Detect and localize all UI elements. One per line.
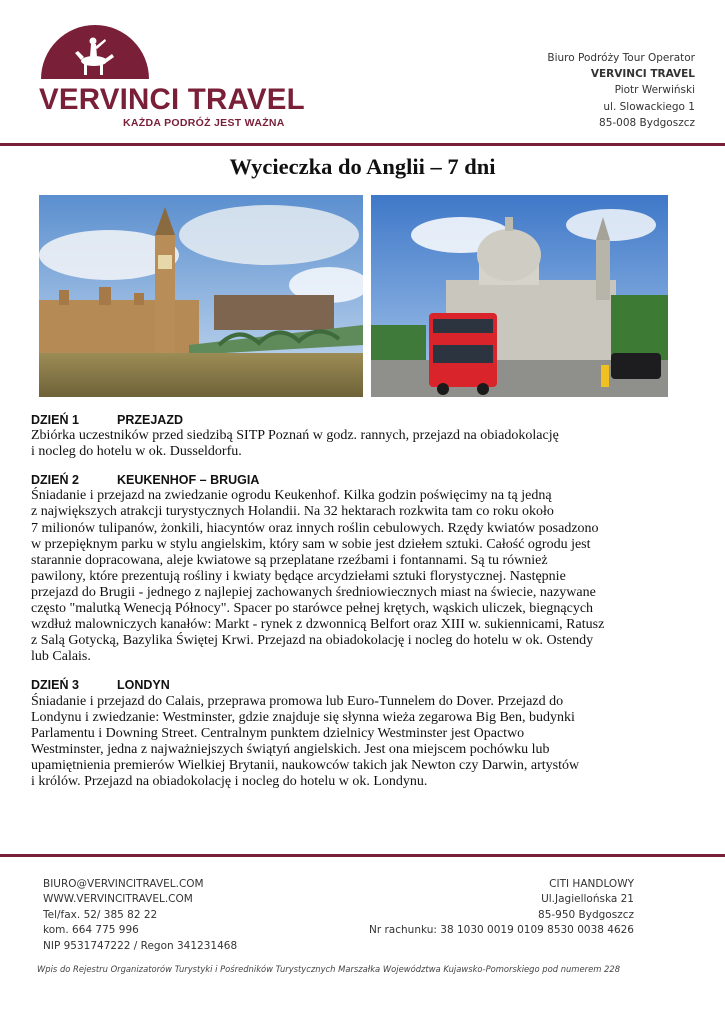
website-link[interactable]: WWW.VERVINCITRAVEL.COM (43, 893, 193, 906)
bank-name: CITI HANDLOWY (549, 878, 634, 890)
day-1 (31, 412, 721, 460)
mobile: kom. 664 775 996 (43, 924, 139, 937)
day-heading (31, 472, 721, 488)
company-owner: Piotr Werwiński (614, 84, 695, 97)
itinerary (31, 412, 721, 802)
rider-icon (69, 33, 119, 77)
logo-name: VERVINCI TRAVEL (39, 83, 305, 116)
day-title: LONDYN (117, 678, 170, 693)
day-number: DZIEŃ 2 (31, 473, 79, 488)
header-divider (0, 143, 725, 146)
day-description: Śniadanie i przejazd do Calais, przeprawa promowa lub Euro-Tunnelem do Dover. Przejazd do Londynu i zwiedzanie: Westminster, gdzie znajduje się słynna wieża zegarowa Big Ben, budynki Parlamentu i Downing Street. Centralnym punktem dzielnicy Westminster jest Opactwo Westminster, jedna z najważniejszych świątyń angielskich. Jest ona miejscem pochówku lub upamiętnienia premierów Wielkiej Brytanii, naukowców takich jak Newton czy Darwin, artystów i królów. Przejazd na obiadokolację i nocleg do hotelu w ok. Londynu. (31, 693, 580, 789)
day-description: Zbiórka uczestników przed siedzibą SITP Poznań w godz. rannych, przejazd na obiadokolację i nocleg do hotelu w ok. Dusseldorfu. (31, 428, 559, 460)
footer-bank (369, 877, 634, 939)
company-address (547, 50, 695, 131)
footer-contact (43, 877, 237, 954)
phone: Tel/fax. 52/ 385 82 22 (43, 908, 158, 921)
day-heading (31, 677, 721, 693)
registry-note: Wpis do Rejestru Organizatorów Turystyki i Pośredników Turystycznych Marszałka Województwa Kujawsko-Pomorskiego pod numerem 228 (37, 964, 621, 974)
bank-account: Nr rachunku: 38 1030 0019 0109 8530 0038 4626 (368, 924, 634, 937)
photo-st-pauls (371, 195, 668, 397)
company-name: VERVINCI TRAVEL (590, 68, 695, 81)
day-number: DZIEŃ 1 (31, 413, 79, 427)
day-heading (31, 412, 721, 428)
company-type: Biuro Podróży Tour Operator (547, 52, 695, 64)
footer-divider (0, 854, 725, 857)
bank-city: 85-950 Bydgoszcz (538, 908, 634, 921)
day-number: DZIEŃ 3 (31, 678, 79, 693)
day-title: KEUKENHOF – BRUGIA (117, 473, 260, 488)
day-2 (31, 472, 721, 665)
page-title: Wycieczka do Anglii – 7 dni (229, 154, 496, 179)
bank-street: Ul.Jagiellońska 21 (541, 893, 634, 906)
photo-westminster (39, 195, 363, 397)
company-street: ul. Slowackiego 1 (603, 100, 695, 113)
logo-tagline: KAŻDA PODRÓŻ JEST WAŻNA (123, 117, 285, 129)
day-title: PRZEJAZD (117, 413, 183, 427)
day-3 (31, 677, 721, 790)
email-link[interactable]: BIURO@VERVINCITRAVEL.COM (43, 878, 204, 890)
company-city: 85-008 Bydgoszcz (599, 116, 695, 129)
company-logo (39, 25, 305, 135)
day-description: Śniadanie i przejazd na zwiedzanie ogrodu Keukenhof. Kilka godzin poświęcimy na tą jedną z największych atrakcji turystycznych Holandii. Na 32 hektarach rozkwita tam co roku około 7 milionów tulipanów, żonkili, hiacyntów oraz innych roślin cebulowych. Rzędy kwiatów posadzono w przepięknym parku w stylu angielskim, który sam w sobie jest dziełem sztuki. Całość ogrodu jest starannie dopracowana, aleje kwiatowe są przeplatane rzeźbami i fontannami. Są tu również pawilony, które prezentują rośliny i kwiaty będące arcydziełami sztuki florystycznej. Następnie przejazd do Brugii - jednego z najlepiej zachowanych średniowiecznych miast na świecie, nazywane często "malutką Wenecją Północy". Spacer po starówce pełnej krętych, wąskich uliczek, biegnących wzdłuż malowniczych kanałów: Markt - rynek z dzwonnicą Belfort oraz XIII w. sukiennicami, Ratusz z Salą Gotycką, Bazylika Świętej Krwi. Przejazd na obiadokolację i nocleg do hotelu w ok. Ostendy lub Calais. (31, 488, 605, 665)
tax-ids: NIP 9531747222 / Regon 341231468 (43, 939, 238, 952)
